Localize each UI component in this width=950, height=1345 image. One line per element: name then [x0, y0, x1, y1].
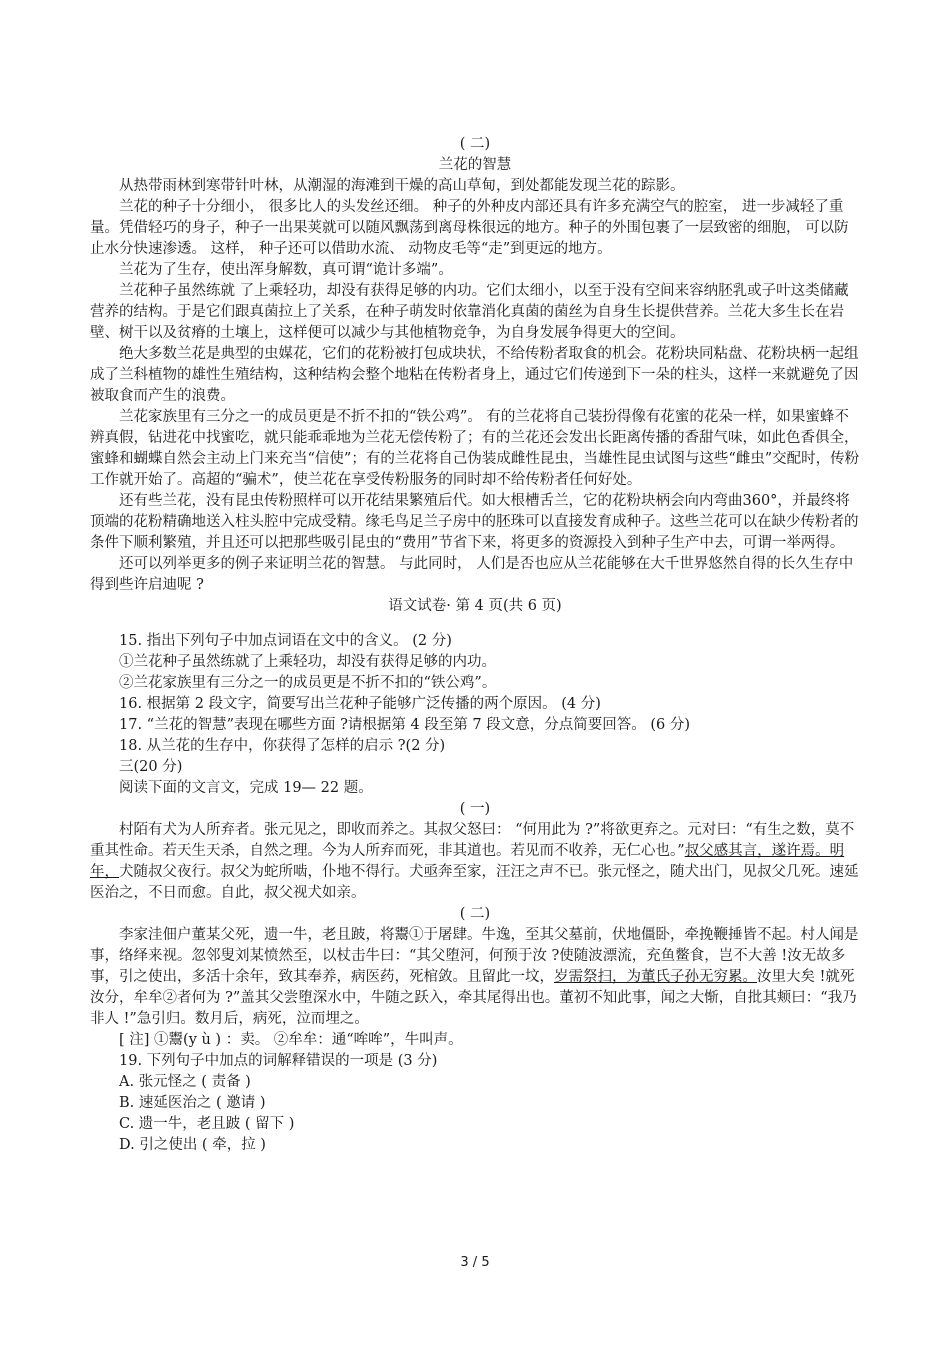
classical-2-text-after: 汝里大矣 !就死汝分，牟牟②者何为 ?”盖其父尝堕深水中，牛随之跃入，牵其尾得出也。董初不知此事，闻之大惭，自批其颊曰：“我乃非人 !”急引归。数月后，病死，泣而埋之。 — [90, 969, 857, 1027]
passage-heading: ( 二) — [459, 136, 491, 152]
classical-passage-1-heading: ( 一) — [459, 801, 491, 817]
question-15: 15. 指出下列句子中加点词语在文中的含义。 (2 分) — [119, 633, 452, 649]
classical-passage-2 — [90, 925, 860, 1030]
classical-passage-1 — [90, 820, 860, 904]
classical-1-underlined: 叔父感其言，遂许焉。明年， — [90, 843, 845, 880]
question-19: 19. 下列句子中加点的词解释错误的一项是 (3 分) — [119, 1053, 438, 1069]
classical-passage-2-heading: ( 二) — [459, 906, 491, 922]
question-19-option-a: A. 张元怪之 ( 责备 ) — [119, 1074, 251, 1090]
classical-2-text-before: 李家洼佃户董某父死，遗一牛，老且跛，将鬻①于屠肆。牛逸，至其父墓前，伏地僵卧，牵挽鞭捶皆不起。村人闻是事，络绎来视。忽邻叟刘某愤然至，以杖击牛曰：“其父堕河，何预于汝 ?使随波漂流，充鱼鳖食，岂不大善 !汝无故多事，引之使出，多活十余年，致其奉养，病医药，死棺敛。且留此一坟， — [90, 927, 859, 985]
spacer — [90, 617, 860, 631]
paragraph-8: 还可以列举更多的例子来证明兰花的智慧。 与此同时， 人们是否也应从兰花能够在大千世界悠然自得的长久生存中得到些许启迪呢 ? — [90, 556, 854, 593]
question-17: 17. “兰花的智慧”表现在哪些方面 ?请根据第 4 段至第 7 段文意，分点简要回答。 (6 分) — [119, 717, 691, 733]
annotation-note: [ 注] ①鬻(y ù ) ：卖。 ②牟牟：通“哞哞”，牛叫声。 — [119, 1032, 463, 1048]
section-three-instructions: 阅读下面的文言文，完成 19— 22 题。 — [119, 780, 373, 796]
classical-1-text-before: 村陌有犬为人所弃者。张元见之，即收而养之。其叔父怒曰： “何用此为 ?”将欲更弃之。元对曰：“有生之数，莫不重其性命。若天生天杀，自然之理。今为人所弃而死，非其道也。若见而不收养，无仁心也。” — [90, 822, 855, 859]
paragraph-6: 兰花家族里有三分之一的成员更是不折不扣的“铁公鸡”。 有的兰花将自己装扮得像有花蜜的花朵一样，如果蜜蜂不辨真假，钻进花中找蜜吃，就只能乖乖地为兰花无偿传粉了；有的兰花还会发出长距离传播的香甜气味，如此色香俱全，蜜蜂和蝴蝶自然会主动上门来充当“信使”；有的兰花将自己伪装成雌性昆虫，当雄性昆虫试图与这些“雌虫”交配时，传粉工作就开始了。高超的“骗术”，使兰花在享受传粉服务的同时却不给传粉者任何好处。 — [90, 409, 860, 488]
paragraph-7: 还有些兰花，没有昆虫传粉照样可以开花结果繁殖后代。如大根槽舌兰，它的花粉块柄会向内弯曲360°，并最终将顶端的花粉精确地送入柱头腔中完成受精。缘毛鸟足兰子房中的胚珠可以直接发育成种子。这些兰花可以在缺少传粉者的条件下顺利繁殖，并且还可以把那些吸引昆虫的“费用”节省下来，将更多的资源投入到种子生产中去，可谓一举两得。 — [90, 493, 859, 551]
question-16: 16. 根据第 2 段文字，简要写出兰花种子能够广泛传播的两个原因。 (4 分) — [119, 696, 601, 712]
question-19-option-b: B. 速延医治之 ( 邀请 ) — [119, 1095, 266, 1111]
paragraph-1: 从热带雨林到寒带针叶林，从潮湿的海滩到干燥的高山草甸，到处都能发现兰花的踪影。 — [119, 178, 685, 194]
classical-2-underlined: 岁需祭扫，为董氏子孙无穷累。 — [554, 969, 757, 985]
question-15-item-1: ①兰花种子虽然练就了上乘轻功，却没有获得足够的内功。 — [119, 654, 496, 670]
question-19-option-d: D. 引之使出 ( 牵，拉 ) — [119, 1137, 266, 1153]
document-page — [90, 134, 860, 1156]
page-note: 语文试卷· 第 4 页(共 6 页) — [388, 598, 562, 614]
question-15-item-2: ②兰花家族里有三分之一的成员更是不折不扣的“铁公鸡”。 — [119, 675, 497, 691]
paragraph-3: 兰花为了生存，使出浑身解数，真可谓“诡计多端”。 — [119, 262, 453, 278]
paragraph-4: 兰花种子虽然练就 了上乘轻功，却没有获得足够的内功。它们太细小，以至于没有空间来容纳胚乳或子叶这类储藏营养的结构。于是它们跟真菌拉上了关系，在种子萌发时依靠消化真菌的菌丝为自身生长提供营养。兰花大多生长在岩壁、树干以及贫瘠的土壤上，这样便可以减少与其他植物竞争，为自身发展争得更大的空间。 — [90, 283, 849, 341]
paragraph-2: 兰花的种子十分细小， 很多比人的头发丝还细。 种子的外种皮内部还具有许多充满空气的腔室， 进一步减轻了重量。凭借轻巧的身子，种子一出果荚就可以随风飘荡到离母株很远的地方。种子的外围包裹了一层致密的细胞， 可以防止水分快速渗透。 这样， 种子还可以借助水流、 动物皮毛等“走”到更远的地方。 — [90, 199, 849, 257]
page-number: 3 / 5 — [460, 1255, 490, 1270]
section-three-heading: 三(20 分) — [119, 759, 183, 775]
question-18: 18. 从兰花的生存中，你获得了怎样的启示 ?(2 分) — [119, 738, 446, 754]
classical-1-text-after: 犬随叔父夜行。叔父为蛇所啮，仆地不得行。犬亟奔至家，汪汪之声不已。张元怪之，随犬出门，见叔父几死。速延医治之，不日而愈。自此，叔父视犬如亲。 — [90, 864, 859, 901]
question-19-option-c: C. 遗一牛，老且跛 ( 留下 ) — [119, 1116, 295, 1132]
paragraph-5: 绝大多数兰花是典型的虫媒花，它们的花粉被打包成块状，不给传粉者取食的机会。花粉块同粘盘、花粉块柄一起组成了兰科植物的雄性生殖结构，这种结构会整个地粘在传粉者身上，通过它们传递到下一朵的柱头，这样一来就避免了因被取食而产生的浪费。 — [90, 346, 859, 404]
passage-title: 兰花的智慧 — [438, 157, 512, 173]
